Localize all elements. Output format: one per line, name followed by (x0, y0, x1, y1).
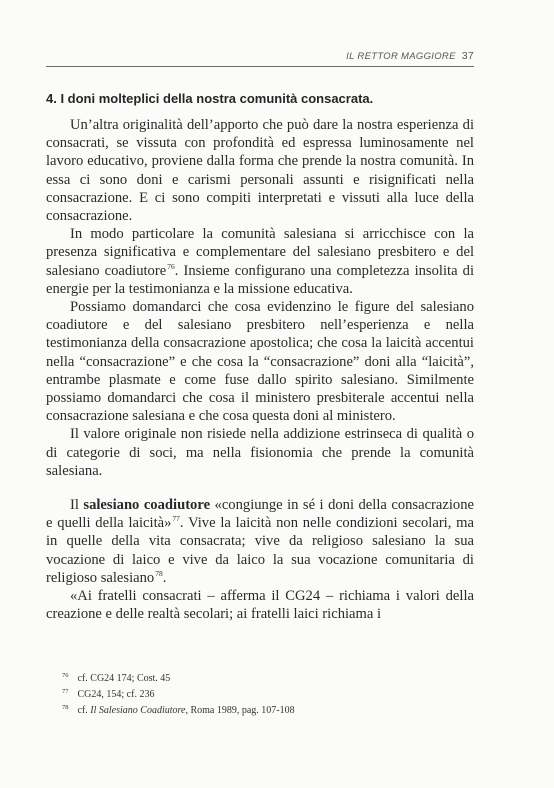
running-title: IL RETTOR MAGGIORE (346, 51, 456, 62)
footnote-ref: 76 (167, 261, 175, 271)
paragraph-5-text: «congiunge in sé i doni della consacrazione e quelli della laicità» (46, 497, 474, 532)
running-head (346, 50, 474, 62)
page-number: 37 (461, 50, 474, 62)
footnote-text: cf. (77, 705, 91, 716)
paragraph-2-text: In modo particolare la comunità salesiana si arricchisce con la presenza significativa e complementare del salesiano presbitero e del salesiano coadiutore (46, 226, 474, 279)
footnote-number: 77 (62, 688, 69, 695)
paragraph-3: Possiamo domandarci che cosa evidenzino le figure del salesiano coadiutore e del salesiano presbitero nell’esperienza e nella testimonianza della consacrazione apostolica; che cosa la laicità accentui nella “consacrazione” e che cosa la “consacrazione” doni alla “laicità”, entrambe plasmate e come fuse dallo spirito salesiano. Similmente possiamo domandarci che cosa il ministero presbiterale accentui nella consacrazione salesiana e che cosa questa doni al ministero. (46, 299, 474, 425)
paragraph-1: Un’altra originalità dell’apporto che può dare la nostra esperienza di consacrati, se vissuta con profondità ed espressa luminosamente nel lavoro educativo, proviene dalla forma che prende la nostra comunità. In essa ci sono doni e carismi personali assunti e risignificati nella consacrazione. E ci sono compiti interpretati e vissuti alla luce della consacrazione. (46, 117, 474, 225)
paragraph-6: «Ai fratelli consacrati – afferma il CG24 – richiama i valori della creazione e delle realtà secolari; ai fratelli laici richiama i (46, 588, 474, 623)
footnote (62, 701, 462, 717)
paragraph-2 (46, 225, 474, 298)
footnote-ref: 78 (155, 568, 163, 578)
section-heading: 4. I doni molteplici della nostra comunità consacrata. (46, 91, 374, 106)
footnotes (62, 669, 462, 717)
footnote-book-title: Il Salesiano Coadiutore (90, 705, 186, 716)
body-text (46, 116, 474, 623)
footnote (62, 669, 462, 685)
running-header (46, 50, 474, 67)
bold-term: salesiano coadiutore (83, 497, 211, 514)
paragraph-4: Il valore originale non risiede nella addizione estrinseca di qualità o di categorie di soci, ma nella fisionomia che prende la comunità salesiana. (46, 426, 474, 479)
paragraph-5-end: . (162, 569, 167, 586)
footnote-number: 78 (62, 704, 69, 711)
paragraph-2-text-cont: . Insieme configurano una completezza insolita di energie per la testimonianza e la missione educativa. (46, 262, 475, 297)
footnote-number: 76 (62, 672, 69, 679)
footnote-ref: 77 (172, 514, 180, 524)
footnote-text: cf. CG24 174; Cost. 45 (77, 673, 171, 684)
paragraph-5-lead: Il (70, 497, 84, 514)
footnote-text: CG24, 154; cf. 236 (77, 689, 155, 700)
footnote-text-cont: , Roma 1989, pag. 107-108 (185, 705, 295, 716)
paragraph-5 (46, 496, 474, 587)
paragraph-5-text-cont: . Vive la laicità non nelle condizioni secolari, ma in quelle della vita consacrata; vive da religioso salesiano la sua vocazione di laico e vive da laico la sua vocazione comunitaria di religioso salesiano (46, 515, 474, 586)
footnote (62, 685, 462, 701)
